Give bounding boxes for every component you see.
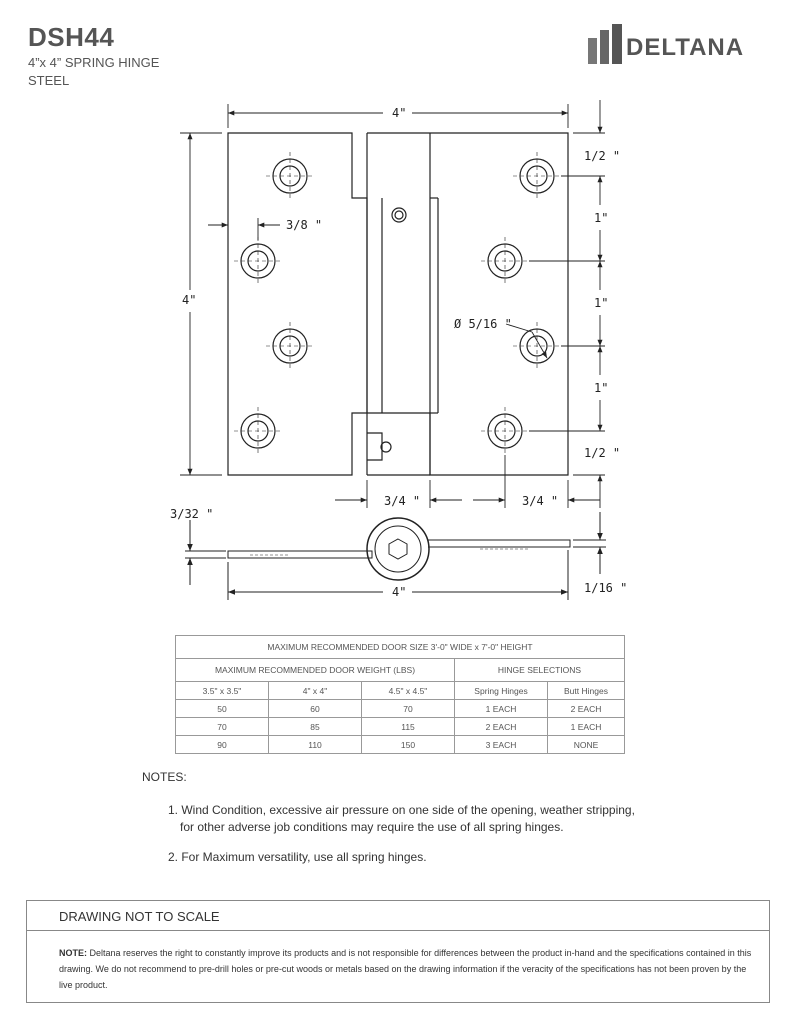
dim-left-height: 4" xyxy=(182,293,197,307)
screw-hole xyxy=(266,152,314,200)
disclaimer-box xyxy=(26,900,770,1003)
table-cell: 2 EACH xyxy=(455,718,548,736)
screw-hole xyxy=(234,407,282,455)
dim-right-bottom: 1/2 " xyxy=(584,446,621,460)
hinge-left-leaf xyxy=(228,133,367,475)
column-header: Spring Hinges xyxy=(455,682,548,700)
table-cell: 1 EACH xyxy=(455,700,548,718)
table-cell: NONE xyxy=(548,736,625,754)
table-cell: 110 xyxy=(269,736,362,754)
table-cell: 115 xyxy=(362,718,455,736)
brand-logo xyxy=(588,24,778,68)
hinge-right-leaf xyxy=(367,133,568,475)
dim-bottom-left: 3/4 " xyxy=(384,494,421,508)
note-1-line-1: 1. Wind Condition, excessive air pressure on one side of the opening, weather stripping, xyxy=(168,803,635,817)
dim-side-width: 4" xyxy=(392,585,407,599)
dim-right-1: 1" xyxy=(594,211,609,225)
table-cell: 2 EACH xyxy=(548,700,625,718)
disclaimer-header xyxy=(27,901,769,931)
dim-hole-diameter: Ø 5/16 " xyxy=(454,317,512,331)
column-header: 4" x 4" xyxy=(269,682,362,700)
table-cell: 3 EACH xyxy=(455,736,548,754)
screw-hole xyxy=(513,152,561,200)
brand-name: DELTANA xyxy=(626,34,745,61)
hinge-drawing xyxy=(0,90,800,610)
table-cell: 50 xyxy=(176,700,269,718)
dim-hole-offset: 3/8 " xyxy=(286,218,323,232)
note-1 xyxy=(168,802,688,836)
dim-top-width: 4" xyxy=(392,106,407,120)
column-header: 3.5" x 3.5" xyxy=(176,682,269,700)
product-description: 4”x 4” SPRING HINGE xyxy=(28,55,160,70)
table-row xyxy=(176,718,625,736)
dim-right-2: 1" xyxy=(594,296,609,310)
screw-hole xyxy=(266,322,314,370)
table-cell: 1 EACH xyxy=(548,718,625,736)
table-row xyxy=(176,736,625,754)
dim-bottom-right: 3/4 " xyxy=(522,494,559,508)
column-header: Butt Hinges xyxy=(548,682,625,700)
screw-holes xyxy=(234,152,561,455)
selection-header: HINGE SELECTIONS xyxy=(455,659,625,682)
dim-side-gap: 1/16 " xyxy=(584,581,628,595)
note-1-line-2: for other adverse job conditions may require the use of all spring hinges. xyxy=(180,820,564,834)
notes-title: NOTES: xyxy=(142,770,187,784)
table-cell: 85 xyxy=(269,718,362,736)
hinge-knuckle xyxy=(367,133,438,475)
product-material: STEEL xyxy=(28,73,70,88)
dimension-lines xyxy=(180,100,605,508)
dim-right-3: 1" xyxy=(594,381,609,395)
screw-hole xyxy=(234,237,282,285)
weight-header: MAXIMUM RECOMMENDED DOOR WEIGHT (LBS) xyxy=(176,659,455,682)
table-cell: 90 xyxy=(176,736,269,754)
table-cell: 60 xyxy=(269,700,362,718)
dim-right-top: 1/2 " xyxy=(584,149,621,163)
product-subtitle xyxy=(28,54,159,90)
note-2: 2. For Maximum versatility, use all spring hinges. xyxy=(168,850,427,864)
table-cell: 70 xyxy=(176,718,269,736)
table-cell: 70 xyxy=(362,700,455,718)
disclaimer-label: NOTE: xyxy=(59,948,87,958)
deltana-logo-icon xyxy=(588,24,622,64)
table-row xyxy=(176,700,625,718)
screw-hole xyxy=(481,407,529,455)
dim-thickness: 3/32 " xyxy=(170,507,214,521)
disclaimer-body: Deltana reserves the right to constantly improve its products and is not responsible for differences between the product in-hand and the specifications contained in this drawing. We do not recommend to pre-drill holes or pre-cut woods or metals based on the drawing information if the veracity of the specifications has not been proven by the live product. xyxy=(59,948,752,990)
door-spec-table xyxy=(175,635,625,754)
table-cell: 150 xyxy=(362,736,455,754)
screw-hole xyxy=(481,237,529,285)
screw-hole xyxy=(513,322,561,370)
table-title: MAXIMUM RECOMMENDED DOOR SIZE 3'-0" WIDE x 7'-0" HEIGHT xyxy=(176,636,625,659)
column-header: 4.5" x 4.5" xyxy=(362,682,455,700)
model-number: DSH44 xyxy=(28,22,115,52)
disclaimer-text xyxy=(59,945,759,993)
disclaimer-title: DRAWING NOT TO SCALE xyxy=(59,909,220,924)
